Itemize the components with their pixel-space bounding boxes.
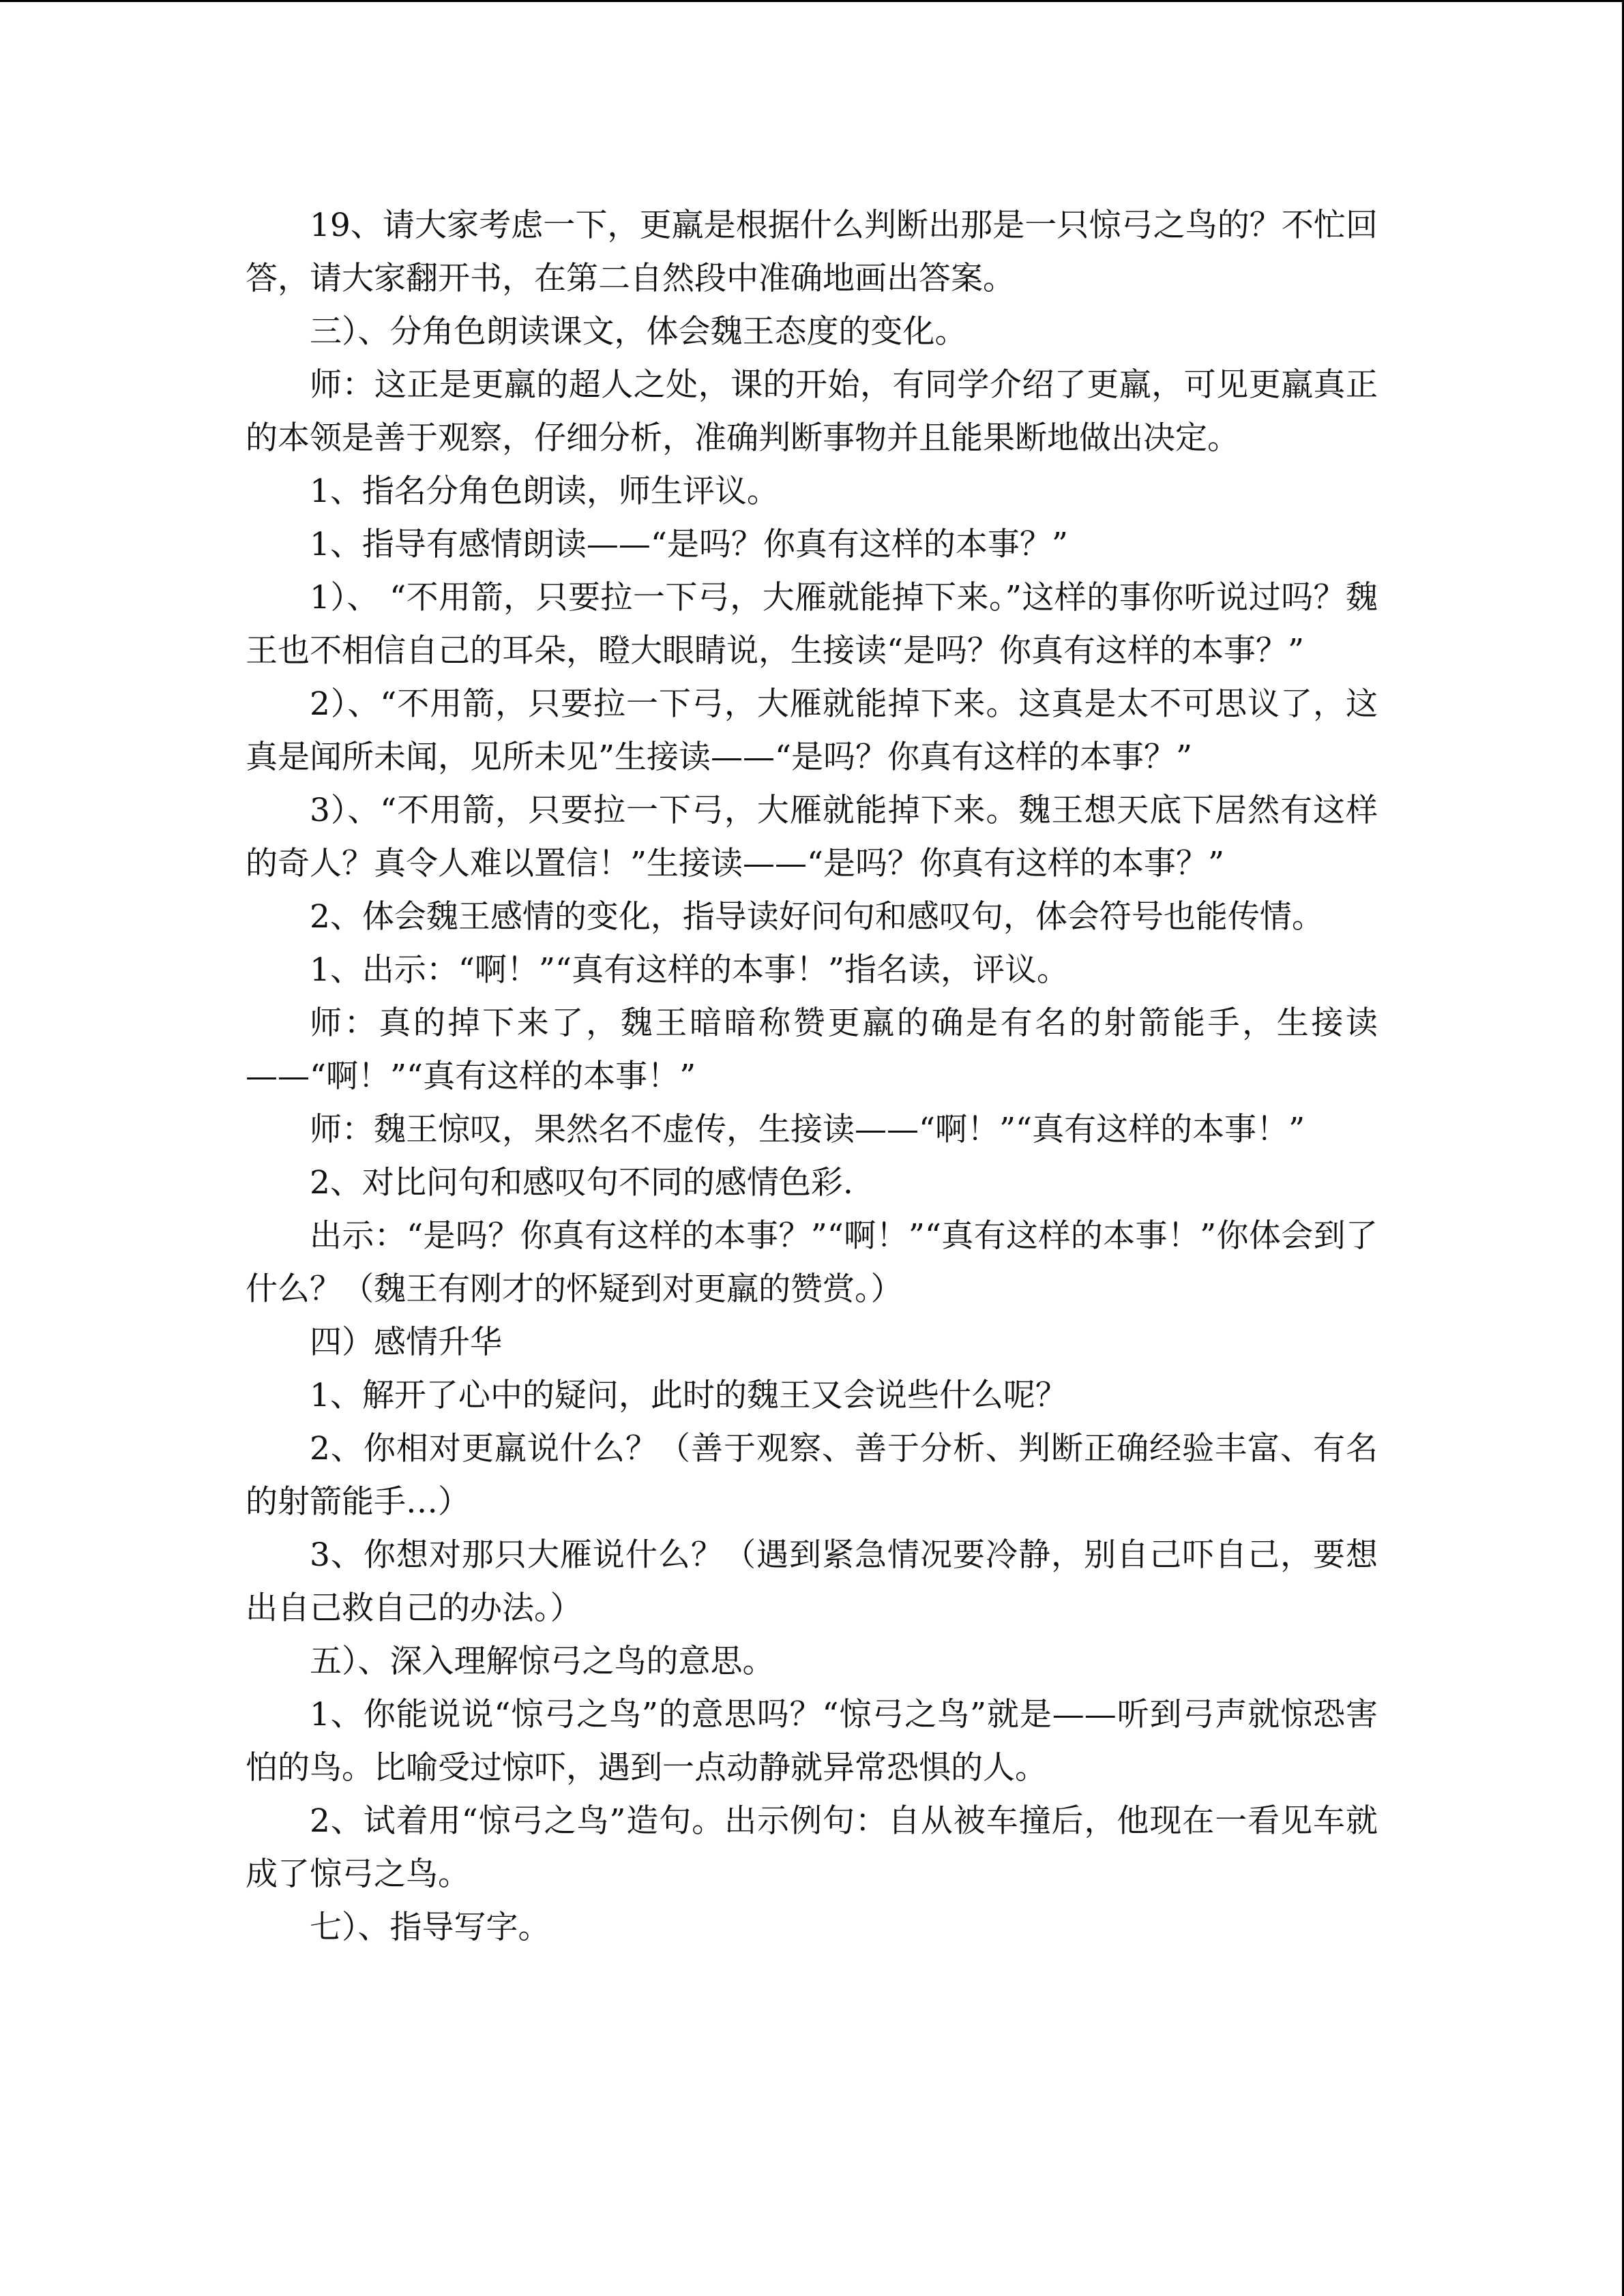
section-heading: 七）、指导写字。 [310,1909,550,1946]
paragraph: 师：魏王惊叹，果然名不虚传，生接读——“啊！”“真有这样的本事！” [310,1111,1305,1148]
paragraph: 2、试着用“惊弓之鸟”造句。出示例句：自从被车撞后，他现在一看见车就成了惊弓之鸟。 [246,1802,1378,1893]
page-top-border [0,0,1624,2]
paragraph: 1、指导有感情朗读——“是吗？你真有这样的本事？” [310,526,1068,563]
paragraph: 师：真的掉下来了，魏王暗暗称赞更羸的确是有名的射箭能手，生接读——“啊！”“真有这样的本事！” [246,1004,1378,1095]
section-heading: 四）感情升华 [310,1324,502,1361]
paragraph: 1、你能说说“惊弓之鸟”的意思吗？“惊弓之鸟”就是——听到弓声就惊恐害怕的鸟。比喻受过惊吓，遇到一点动静就异常恐惧的人。 [246,1696,1378,1787]
paragraph: 2、你相对更羸说什么？（善于观察、善于分析、判断正确经验丰富、有名的射箭能手…） [246,1430,1378,1521]
section-heading: 五）、深入理解惊弓之鸟的意思。 [310,1643,775,1680]
paragraph: 3）、“不用箭，只要拉一下弓，大雁就能掉下来。魏王想天底下居然有这样的奇人？真令人难以置信！”生接读——“是吗？你真有这样的本事？” [246,792,1378,882]
section-heading: 三）、分角色朗读课文，体会魏王态度的变化。 [310,313,967,351]
paragraph: 1、指名分角色朗读，师生评议。 [310,473,779,510]
paragraph: 师：这正是更羸的超人之处，课的开始，有同学介绍了更羸，可见更羸真正的本领是善于观察，仔细分析，准确判断事物并且能果断地做出决定。 [246,366,1378,457]
paragraph: 1、解开了心中的疑问，此时的魏王又会说些什么呢？ [310,1377,1067,1414]
paragraph: 1）、 “不用箭，只要拉一下弓，大雁就能掉下来。”这样的事你听说过吗？魏王也不相信自己的耳朵，瞪大眼睛说，生接读“是吗？你真有这样的本事？” [246,579,1378,670]
document-body [246,199,1378,1954]
paragraph: 1、出示：“啊！”“真有这样的本事！”指名读，评议。 [310,951,1069,989]
paragraph: 出示：“是吗？你真有这样的本事？”“啊！”“真有这样的本事！”你体会到了什么？（魏王有刚才的怀疑到对更羸的赞赏。） [246,1217,1378,1308]
paragraph: 2、对比问句和感叹句不同的感情色彩. [310,1164,853,1202]
paragraph: 2）、“不用箭，只要拉一下弓，大雁就能掉下来。这真是太不可思议了，这真是闻所未闻，见所未见”生接读——“是吗？你真有这样的本事？” [246,685,1378,776]
paragraph: 19、请大家考虑一下，更羸是根据什么判断出那是一只惊弓之鸟的？不忙回答，请大家翻开书，在第二自然段中准确地画出答案。 [246,207,1378,297]
paragraph: 2、体会魏王感情的变化，指导读好问句和感叹句，体会符号也能传情。 [310,898,1324,936]
paragraph: 3、你想对那只大雁说什么？（遇到紧急情况要冷静，别自己吓自己，要想出自己救自己的办法。） [246,1536,1378,1627]
